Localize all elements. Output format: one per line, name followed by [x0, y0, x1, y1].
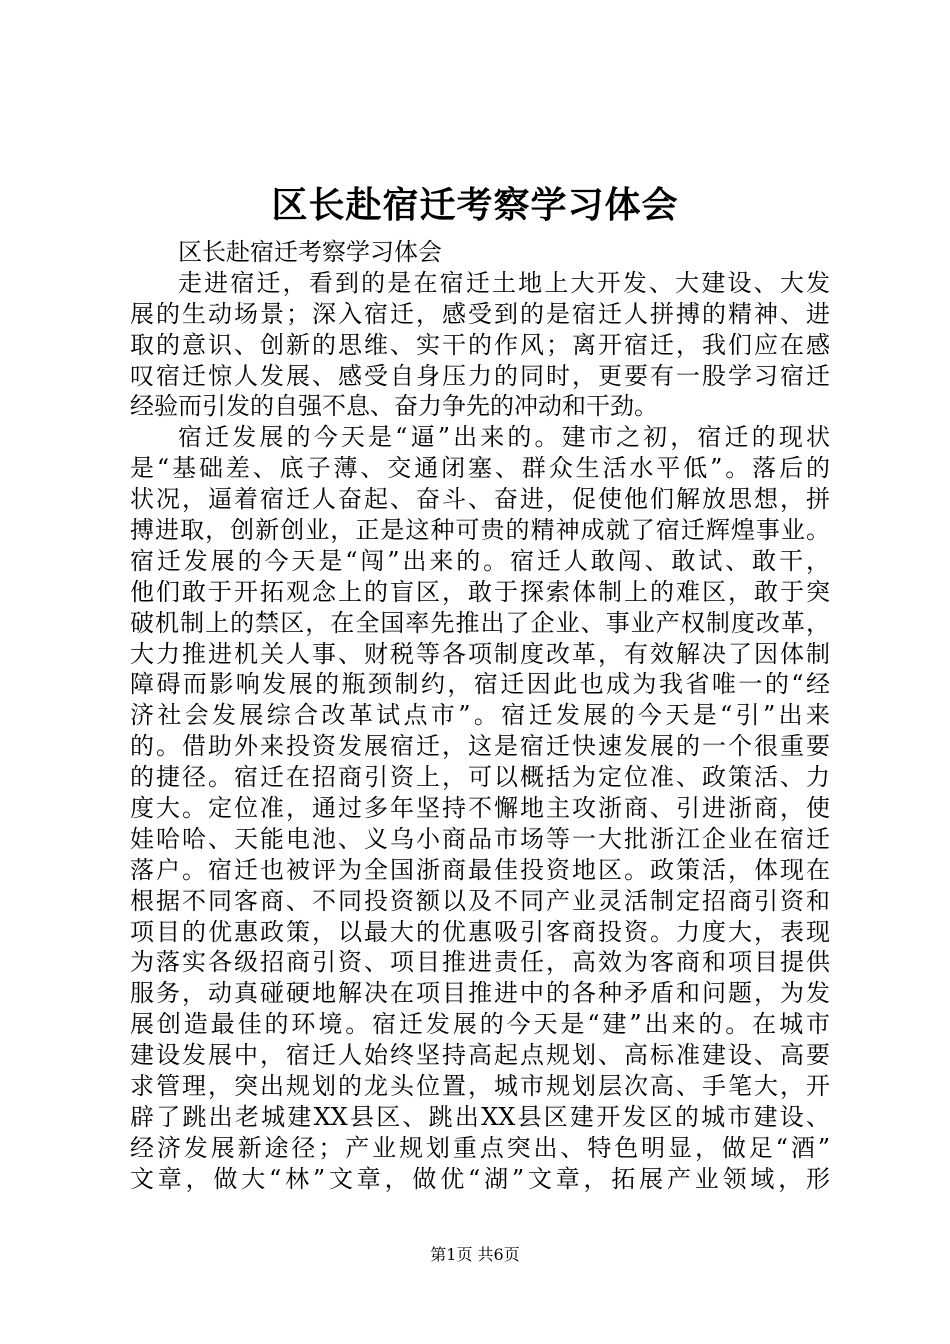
text-line: 他们敢于开拓观念上的盲区，敢于探索体制上的难区，敢于突 — [130, 577, 830, 606]
text-line: 走进宿迁，看到的是在宿迁土地上大开发、大建设、大发 — [178, 268, 830, 297]
text-line: 展创造最佳的环境。宿迁发展的今天是“建”出来的。在城市 — [130, 1010, 830, 1039]
text-line: 状况，逼着宿迁人奋起、奋斗、奋进，促使他们解放思想，拼 — [130, 485, 830, 514]
text-line: 文章，做大“林”文章，做优“湖”文章，拓展产业领域，形 — [130, 1164, 830, 1193]
text-line: 展的生动场景；深入宿迁，感受到的是宿迁人拼搏的精神、进 — [130, 299, 830, 328]
text-line: 破机制上的禁区，在全国率先推出了企业、事业产权制度改革， — [130, 608, 830, 637]
page-footer: 第1页 共6页 — [430, 1245, 520, 1264]
text-line: 度大。定位准，通过多年坚持不懈地主攻浙商、引进浙商，使 — [130, 794, 830, 823]
text-line: 的捷径。宿迁在招商引资上，可以概括为定位准、政策活、力 — [130, 763, 830, 792]
text-line: 是“基础差、底子薄、交通闭塞、群众生活水平低”。落后的 — [130, 454, 830, 483]
text-line: 的。借助外来投资发展宿迁，这是宿迁快速发展的一个很重要 — [130, 732, 830, 761]
text-line: 宿迁发展的今天是“闯”出来的。宿迁人敢闯、敢试、敢干， — [130, 546, 830, 575]
text-line: 娃哈哈、天能电池、义乌小商品市场等一大批浙江企业在宿迁 — [130, 824, 830, 853]
document-body — [130, 237, 830, 1195]
text-line: 障碍而影响发展的瓶颈制约，宿迁因此也成为我省唯一的“经 — [130, 670, 830, 699]
text-line: 经济发展新途径；产业规划重点突出、特色明显，做足“酒” — [130, 1133, 830, 1162]
text-line: 搏进取，创新创业，正是这种可贵的精神成就了宿迁辉煌事业。 — [130, 516, 830, 545]
text-line: 济社会发展综合改革试点市”。宿迁发展的今天是“引”出来 — [130, 701, 830, 730]
text-line: 为落实各级招商引资、项目推进责任，高效为客商和项目提供 — [130, 948, 830, 977]
text-line: 建设发展中，宿迁人始终坚持高起点规划、高标准建设、高要 — [130, 1041, 830, 1070]
text-line: 大力推进机关人事、财税等各项制度改革，有效解决了因体制 — [130, 639, 830, 668]
text-line: 宿迁发展的今天是“逼”出来的。建市之初，宿迁的现状 — [178, 423, 830, 452]
document-title: 区长赴宿迁考察学习体会 — [271, 184, 679, 226]
text-line: 经验而引发的自强不息、奋力争先的冲动和干劲。 — [130, 392, 658, 421]
text-line: 服务，动真碰硬地解决在项目推进中的各种矛盾和问题，为发 — [130, 979, 830, 1008]
text-line: 根据不同客商、不同投资额以及不同产业灵活制定招商引资和 — [130, 886, 830, 915]
text-line: 求管理，突出规划的龙头位置，城市规划层次高、手笔大，开 — [130, 1072, 830, 1101]
text-line: 取的意识、创新的思维、实干的作风；离开宿迁，我们应在感 — [130, 330, 830, 359]
text-line: 项目的优惠政策，以最大的优惠吸引客商投资。力度大，表现 — [130, 917, 830, 946]
text-line: 区长赴宿迁考察学习体会 — [178, 238, 442, 266]
text-line: 叹宿迁惊人发展、感受自身压力的同时，更要有一股学习宿迁 — [130, 361, 830, 390]
text-line: 落户。宿迁也被评为全国浙商最佳投资地区。政策活，体现在 — [130, 855, 830, 884]
text-line: 辟了跳出老城建XX县区、跳出XX县区建开发区的城市建设、 — [130, 1102, 830, 1131]
